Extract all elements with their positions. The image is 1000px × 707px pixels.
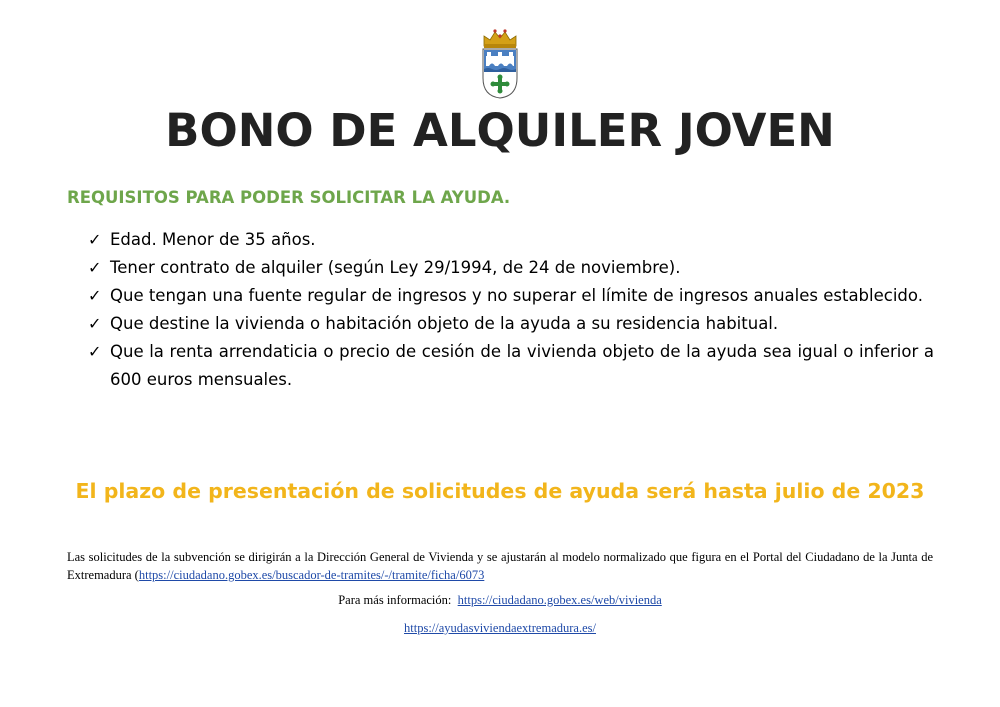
check-icon: ✓ [88, 230, 102, 249]
requirement-item [88, 254, 934, 282]
page-title: BONO DE ALQUILER JOVEN [165, 104, 835, 157]
check-icon: ✓ [88, 314, 102, 333]
requirement-text: Edad. Menor de 35 años. [110, 230, 316, 249]
requirement-item [88, 226, 934, 254]
requirement-text: Tener contrato de alquiler (según Ley 29/1994, de 24 de noviembre). [110, 258, 681, 277]
submission-note-text: Las solicitudes de la subvención se dirigirán a la Dirección General de Vivienda y se ajustarán al modelo normalizado que figura en el Portal del Ciudadano de la Junta de Extremadura ( [67, 550, 933, 582]
requirements-list [88, 226, 934, 394]
more-info [0, 593, 1000, 608]
check-icon: ✓ [88, 342, 102, 361]
deadline-notice: El plazo de presentación de solicitudes de ayuda será hasta julio de 2023 [75, 479, 925, 503]
requirement-text: Que la renta arrendaticia o precio de cesión de la vivienda objeto de la ayuda sea igual o inferior a 600 euros mensuales. [110, 342, 934, 389]
check-icon: ✓ [88, 286, 102, 305]
tramite-link[interactable]: https://ciudadano.gobex.es/buscador-de-tramites/-/tramite/ficha/6073 [138, 568, 485, 582]
requirement-text: Que destine la vivienda o habitación objeto de la ayuda a su residencia habitual. [110, 314, 779, 333]
requirement-item [88, 338, 934, 394]
requirements-heading: REQUISITOS PARA PODER SOLICITAR LA AYUDA. [67, 188, 511, 207]
submission-note [67, 548, 933, 584]
vivienda-link[interactable]: https://ciudadano.gobex.es/web/vivienda [457, 593, 662, 607]
requirement-item [88, 282, 934, 310]
ayudas-link-line [0, 621, 1000, 636]
requirement-text: Que tengan una fuente regular de ingresos y no superar el límite de ingresos anuales establecido. [110, 286, 923, 305]
municipal-coat-of-arms-icon [478, 26, 522, 100]
check-icon: ✓ [88, 258, 102, 277]
requirement-item [88, 310, 934, 338]
ayudas-vivienda-link[interactable]: https://ayudasviviendaextremadura.es/ [404, 621, 596, 635]
more-info-label: Para más información: [338, 593, 452, 607]
